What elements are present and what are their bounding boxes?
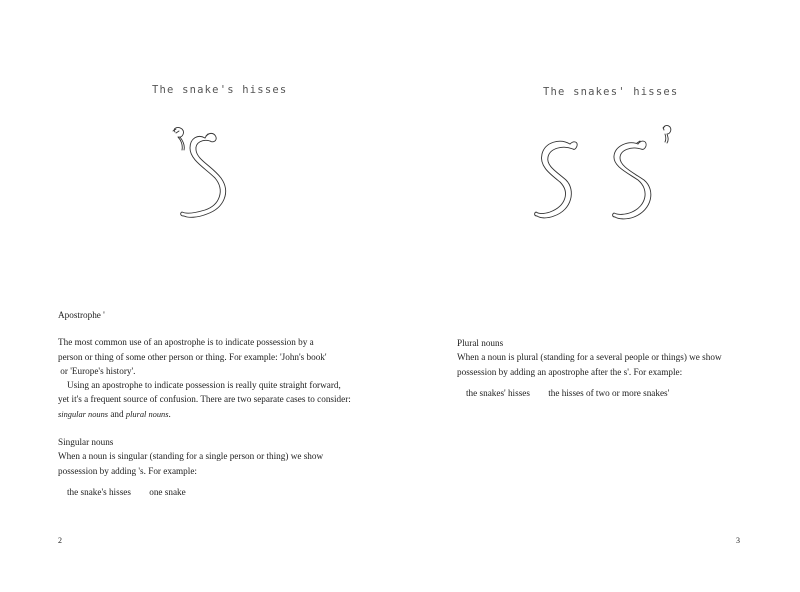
s-snake <box>181 136 226 217</box>
example-meaning: one snake <box>149 486 186 497</box>
illustration-caption: The snake's hisses <box>152 84 288 96</box>
illustration-caption: The snakes' hisses <box>543 86 679 98</box>
example-phrase: the snakes' hisses <box>466 387 530 398</box>
cases-end: . <box>168 408 171 419</box>
plural-nouns-term: plural nouns <box>125 409 169 419</box>
right-page <box>400 0 800 592</box>
page-number: 3 <box>736 536 740 545</box>
intro-line: The most common use of an apostrophe is to indicate possession by a <box>58 337 314 348</box>
cases-and: and <box>108 408 126 419</box>
example-plural <box>457 386 722 400</box>
subheading-singular: Singular nouns <box>58 437 114 448</box>
body-line: possession by adding an apostrophe after the s'. For example: <box>457 366 683 377</box>
section-heading: Apostrophe ' <box>58 310 105 320</box>
s-snake <box>535 141 573 218</box>
snakes-illustration <box>400 0 800 260</box>
para2-line: yet it's a frequent source of confusion. There are two separate cases to consider: <box>58 394 351 405</box>
right-body <box>457 336 722 400</box>
body-line: When a noun is singular (standing for a single person or thing) we show <box>58 451 324 462</box>
body-line: When a noun is plural (standing for a several people or things) we show <box>457 352 722 363</box>
body-line: possession by adding 's. For example: <box>58 465 197 476</box>
snake-illustration <box>0 0 400 260</box>
left-body <box>58 308 351 499</box>
intro-line: person or thing of some other person or thing. For example: 'John's book' <box>58 351 327 362</box>
cases-line <box>58 407 351 422</box>
example-singular <box>58 485 351 499</box>
apostrophe-snake <box>664 126 671 143</box>
page-number: 2 <box>58 536 62 545</box>
example-meaning: the hisses of two or more snakes' <box>548 387 670 398</box>
subheading-plural: Plural nouns <box>457 338 504 348</box>
example-phrase: the snake's hisses <box>67 486 131 497</box>
s-snake <box>613 143 651 219</box>
singular-nouns-term: singular nouns <box>58 409 109 419</box>
para2-line: Using an apostrophe to indicate possession is really quite straight forward, <box>67 380 341 391</box>
intro-line: or 'Europe's history'. <box>58 365 136 376</box>
